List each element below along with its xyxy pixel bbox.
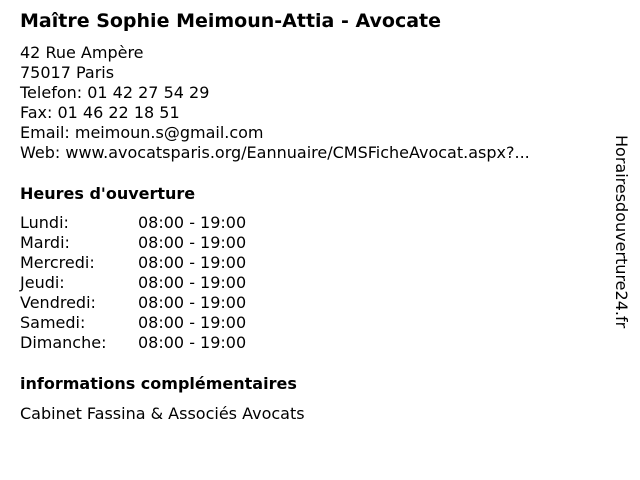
hours-time: 08:00 - 19:00 [138,273,247,292]
hours-time: 08:00 - 19:00 [138,253,247,272]
hours-day: Vendredi: [20,293,96,312]
hours-day: Jeudi: [20,273,65,292]
additional-info-heading: informations complémentaires [20,374,297,393]
hours-time: 08:00 - 19:00 [138,313,247,332]
phone-number: Telefon: 01 42 27 54 29 [20,83,210,102]
page-title: Maître Sophie Meimoun-Attia - Avocate [20,10,442,32]
site-watermark: Horairesdouverture24.fr [612,135,631,329]
hours-day: Mardi: [20,233,70,252]
website-link: Web: www.avocatsparis.org/Eannuaire/CMSFicheAvocat.aspx?... [20,143,530,162]
fax-number: Fax: 01 46 22 18 51 [20,103,180,122]
email-address: Email: meimoun.s@gmail.com [20,123,264,142]
contact-block [20,43,530,163]
hours-time: 08:00 - 19:00 [138,293,247,312]
hours-time: 08:00 - 19:00 [138,233,247,252]
additional-info-text: Cabinet Fassina & Associés Avocats [20,404,305,423]
hours-day: Samedi: [20,313,86,332]
hours-time: 08:00 - 19:00 [138,333,247,352]
hours-day: Mercredi: [20,253,95,272]
hours-day: Dimanche: [20,333,107,352]
opening-hours-heading: Heures d'ouverture [20,184,196,203]
address-street: 42 Rue Ampère [20,43,144,62]
address-city: 75017 Paris [20,63,115,82]
hours-time: 08:00 - 19:00 [138,213,247,232]
hours-day: Lundi: [20,213,69,232]
